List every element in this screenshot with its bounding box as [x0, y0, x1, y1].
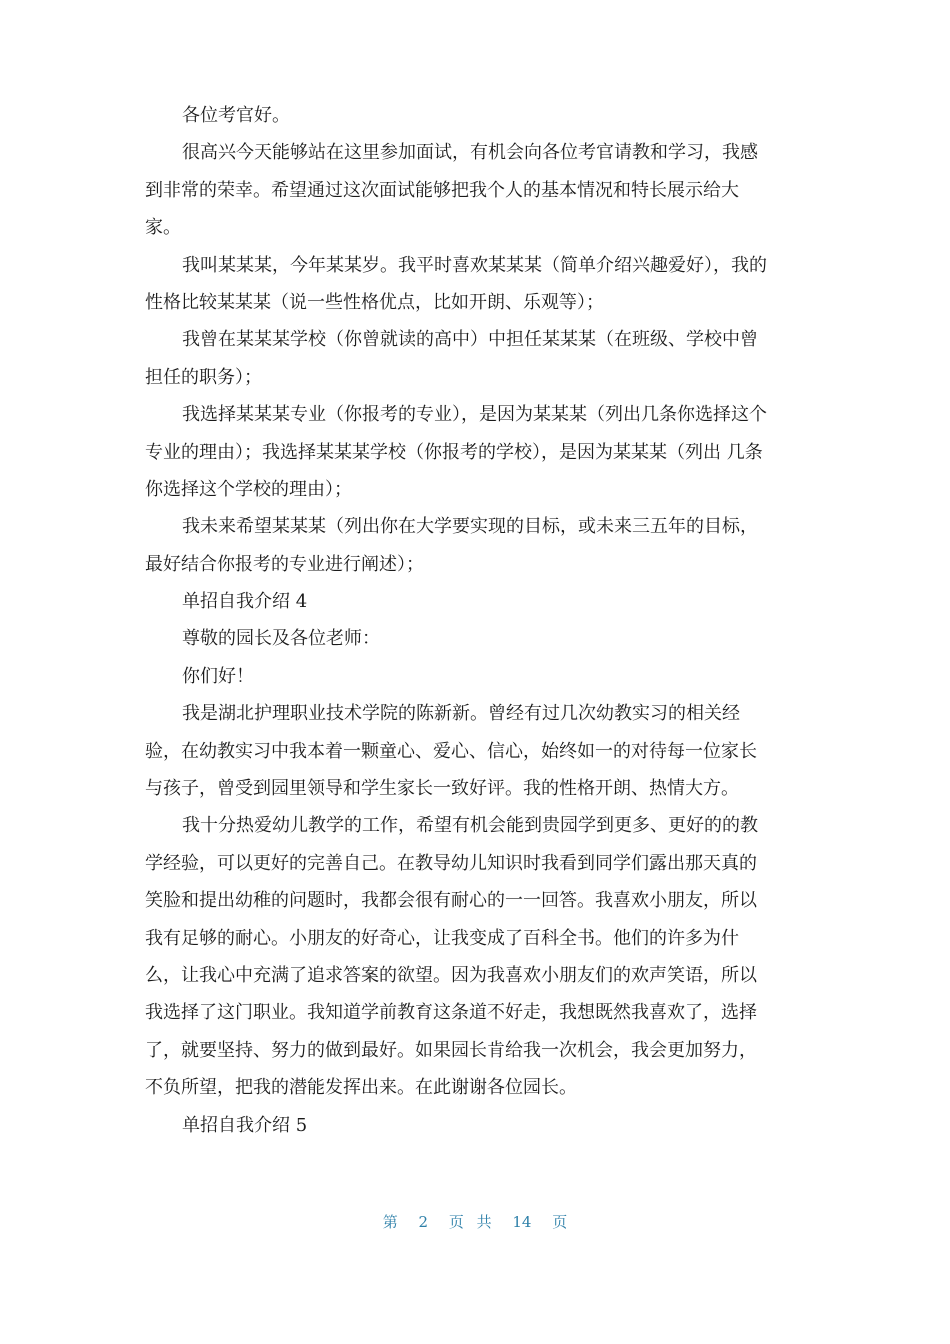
paragraph-line: 我未来希望某某某（列出你在大学要实现的目标，或未来三五年的目标，	[182, 516, 758, 538]
paragraph-line: 家。	[145, 217, 181, 239]
paragraph-line: 担任的职务）；	[145, 366, 262, 388]
salutation: 尊敬的园长及各位老师：	[182, 628, 380, 650]
document-body	[145, 97, 807, 1144]
paragraph-line: 与孩子，曾受到园里领导和学生家长一致好评。我的性格开朗、热情大方。	[145, 778, 739, 800]
paragraph-line: 你选择这个学校的理由）；	[145, 478, 352, 500]
paragraph-line: 最好结合你报考的专业进行阐述）；	[145, 553, 424, 575]
greeting: 你们好！	[182, 665, 254, 687]
paragraph-line: 我选择某某某专业（你报考的专业），是因为某某某（列出几条你选择这个	[182, 404, 767, 426]
paragraph-line: 性格比较某某某（说一些性格优点，比如开朗、乐观等）；	[145, 291, 604, 313]
page-footer	[0, 1211, 950, 1232]
paragraph-line: 我曾在某某某学校（你曾就读的高中）中担任某某某（在班级、学校中曾	[182, 329, 758, 351]
footer-di: 第	[382, 1213, 398, 1231]
paragraph-line: 笑脸和提出幼稚的问题时，我都会很有耐心的一一回答。我喜欢小朋友，所以	[145, 890, 757, 912]
paragraph-line: 我十分热爱幼儿教学的工作，希望有机会能到贵园学到更多、更好的的教	[182, 815, 758, 837]
paragraph-line: 我叫某某某，今年某某岁。我平时喜欢某某某（简单介绍兴趣爱好），我的	[182, 254, 767, 276]
footer-ye: 页	[552, 1213, 568, 1231]
paragraph-line: 验，在幼教实习中我本着一颗童心、爱心、信心，始终如一的对待每一位家长	[145, 740, 757, 762]
footer-total-pages: 14	[512, 1213, 532, 1231]
paragraph-line: 学经验，可以更好的完善自己。在教导幼儿知识时我看到同学们露出那天真的	[145, 852, 757, 874]
paragraph-line: 专业的理由）；我选择某某某学校（你报考的学校），是因为某某某（列出 几条	[145, 441, 763, 463]
paragraph-line: 么，让我心中充满了追求答案的欲望。因为我喜欢小朋友们的欢声笑语，所以	[145, 964, 757, 986]
section-heading: 单招自我介绍 5	[182, 1114, 308, 1136]
paragraph-line: 不负所望，把我的潜能发挥出来。在此谢谢各位园长。	[145, 1077, 577, 1099]
footer-page-number: 2	[418, 1213, 429, 1231]
paragraph-line: 到非常的荣幸。希望通过这次面试能够把我个人的基本情况和特长展示给大	[145, 179, 739, 201]
paragraph-line: 我是湖北护理职业技术学院的陈新新。曾经有过几次幼教实习的相关经	[182, 703, 740, 725]
paragraph-line: 我选择了这门职业。我知道学前教育这条道不好走，我想既然我喜欢了，选择	[145, 1002, 757, 1024]
paragraph-line: 各位考官好。	[182, 105, 290, 126]
section-heading: 单招自我介绍 4	[182, 591, 308, 613]
paragraph-line: 了，就要坚持、努力的做到最好。如果园长肯给我一次机会，我会更加努力，	[145, 1039, 757, 1061]
paragraph-line: 很高兴今天能够站在这里参加面试，有机会向各位考官请教和学习，我感	[182, 142, 758, 164]
footer-ye-gong: 页 共	[448, 1213, 492, 1231]
paragraph-line: 我有足够的耐心。小朋友的好奇心，让我变成了百科全书。他们的许多为什	[145, 927, 739, 949]
